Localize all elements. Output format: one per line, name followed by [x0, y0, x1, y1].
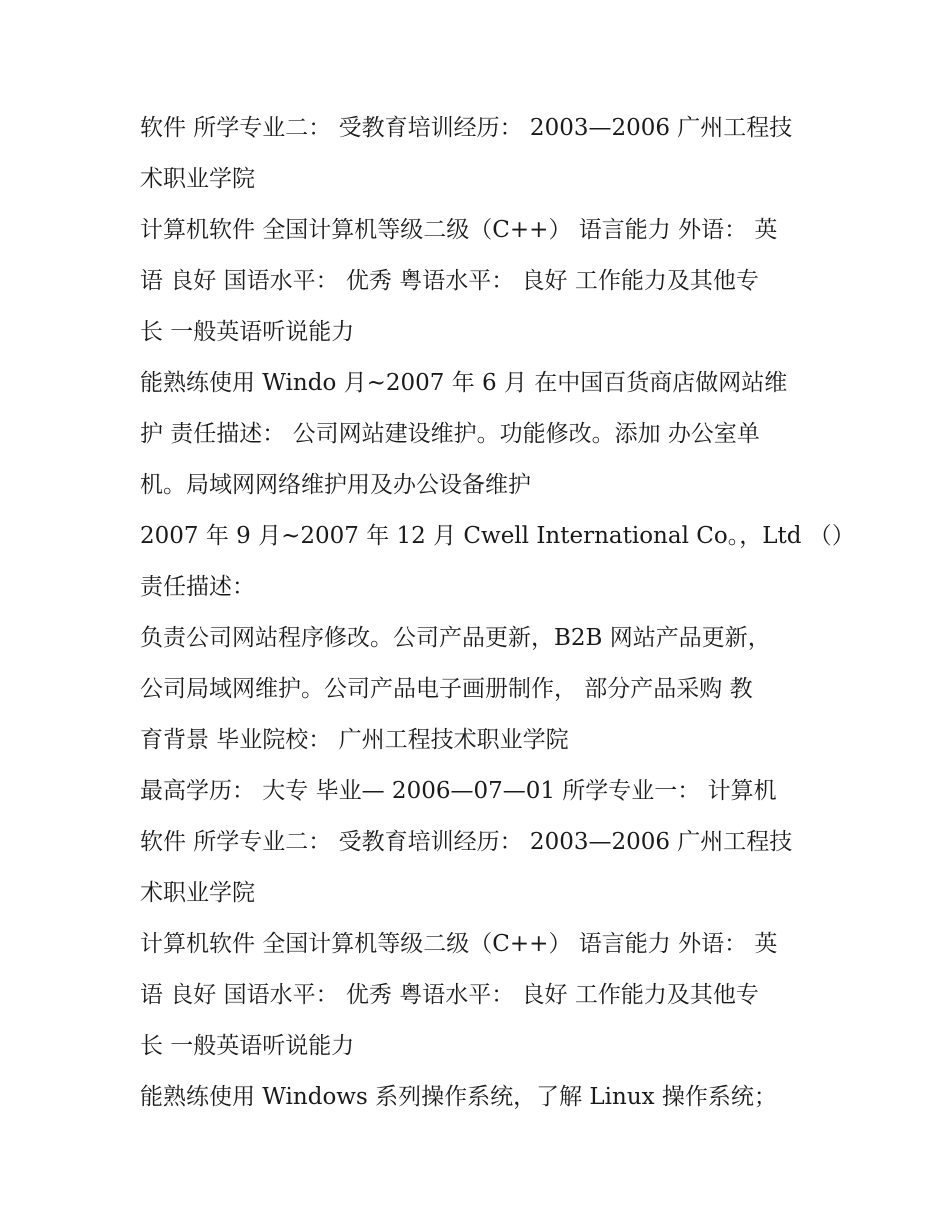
text-line: 责任描述：	[140, 574, 255, 600]
text-line: 公司局域网维护。公司产品电子画册制作， 部分产品采购 教	[140, 676, 753, 702]
text-line: 术职业学院	[140, 166, 255, 192]
text-line: 长 一般英语听说能力	[140, 1033, 355, 1059]
text-line: 能熟练使用 Windows 系列操作系统，了解 Linux 操作系统；	[140, 1084, 777, 1110]
document-body	[140, 103, 855, 1123]
text-line: 育背景 毕业院校： 广州工程技术职业学院	[140, 727, 569, 753]
text-line: 负责公司网站程序修改。公司产品更新，B2B 网站产品更新，	[140, 625, 771, 651]
text-line: 软件 所学专业二： 受教育培训经历： 2003—2006 广州工程技	[140, 829, 793, 855]
text-line: 机。局域网网络维护用及办公设备维护	[140, 472, 531, 498]
text-line: 护 责任描述： 公司网站建设维护。功能修改。添加 办公室单	[140, 421, 760, 447]
text-line: 计算机软件 全国计算机等级二级（C++） 语言能力 外语： 英	[140, 217, 778, 243]
text-line: 语 良好 国语水平： 优秀 粤语水平： 良好 工作能力及其他专	[140, 982, 759, 1008]
text-line: 语 良好 国语水平： 优秀 粤语水平： 良好 工作能力及其他专	[140, 268, 759, 294]
text-line: 计算机软件 全国计算机等级二级（C++） 语言能力 外语： 英	[140, 931, 778, 957]
text-line: 软件 所学专业二： 受教育培训经历： 2003—2006 广州工程技	[140, 115, 793, 141]
text-line: 术职业学院	[140, 880, 255, 906]
text-line: 最高学历： 大专 毕业— 2006—07—01 所学专业一： 计算机	[140, 778, 777, 804]
text-line: 2007 年 9 月~2007 年 12 月 Cwell International Co。，Ltd （）	[140, 523, 855, 549]
text-line: 能熟练使用 Windo 月~2007 年 6 月 在中国百货商店做网站维	[140, 370, 788, 396]
text-line: 长 一般英语听说能力	[140, 319, 355, 345]
